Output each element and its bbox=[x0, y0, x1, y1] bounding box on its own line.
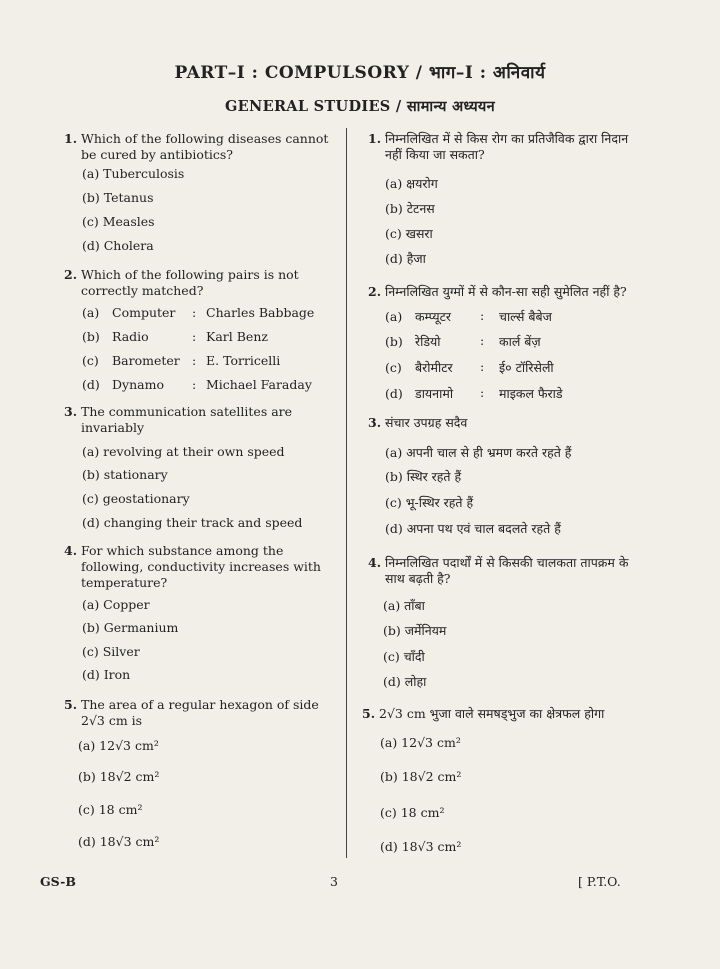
option: (c) 18 cm² bbox=[78, 802, 143, 817]
booklet-code: GS-B bbox=[40, 874, 76, 889]
option: (c) बैरोमीटर : ई० टॉरिसेली bbox=[385, 359, 554, 375]
option: (b) 18√2 cm² bbox=[78, 769, 160, 784]
question-number: 3. bbox=[64, 404, 78, 419]
page-number: 3 bbox=[330, 874, 338, 889]
option: (a) Tuberculosis bbox=[82, 166, 185, 181]
question-stem: Which of the following pairs is not correctly matched? bbox=[81, 267, 299, 298]
option: (b) Germanium bbox=[82, 620, 179, 635]
question-stem: Which of the following diseases cannot be cured by antibiotics? bbox=[81, 131, 329, 162]
question-3-en bbox=[64, 404, 336, 436]
option: (c) geostationary bbox=[82, 491, 190, 506]
question-1-hi bbox=[368, 131, 643, 163]
option: (d) Dynamo : Michael Faraday bbox=[82, 377, 312, 392]
option: (c) चाँदी bbox=[383, 649, 425, 664]
option: (a) Computer : Charles Babbage bbox=[82, 305, 315, 320]
option: (c) Barometer : E. Torricelli bbox=[82, 353, 281, 368]
question-stem: निम्नलिखित युग्मों में से कौन-सा सही सुमेलित नहीं है? bbox=[385, 284, 627, 299]
question-2-en bbox=[64, 267, 336, 299]
question-stem: For which substance among the following, conductivity increases with temperature? bbox=[81, 543, 321, 590]
question-4-en bbox=[64, 543, 336, 591]
page-title: PART–I : COMPULSORY / भाग–I : अनिवार्य bbox=[174, 63, 546, 83]
question-number: 5. bbox=[64, 697, 78, 712]
option: (a) क्षयरोग bbox=[385, 176, 438, 191]
question-number: 1. bbox=[368, 131, 382, 146]
option: (b) stationary bbox=[82, 467, 168, 482]
question-stem: निम्नलिखित में से किस रोग का प्रतिजैविक द्वारा निदान नहीं किया जा सकता? bbox=[385, 131, 629, 162]
question-5-hi bbox=[362, 706, 647, 722]
option: (d) हैजा bbox=[385, 251, 426, 266]
option: (a) 12√3 cm² bbox=[380, 735, 461, 750]
question-4-hi bbox=[368, 555, 640, 587]
question-1-en bbox=[64, 131, 336, 163]
option: (d) लोहा bbox=[383, 674, 427, 689]
option: (a) 12√3 cm² bbox=[78, 738, 159, 753]
option: (d) 18√3 cm² bbox=[380, 839, 462, 854]
option: (b) टेटनस bbox=[385, 201, 435, 216]
question-number: 1. bbox=[64, 131, 78, 146]
option: (a) कम्प्यूटर : चार्ल्स बैबेज bbox=[385, 308, 552, 324]
option: (d) डायनामो : माइकल फैराडे bbox=[385, 385, 563, 401]
question-number: 3. bbox=[368, 415, 382, 430]
option: (d) Cholera bbox=[82, 238, 154, 253]
question-stem: The area of a regular hexagon of side 2√3 cm is bbox=[81, 697, 319, 728]
option: (c) 18 cm² bbox=[380, 805, 445, 820]
option: (b) Tetanus bbox=[82, 190, 154, 205]
option: (a) revolving at their own speed bbox=[82, 444, 285, 459]
option: (b) जर्मेनियम bbox=[383, 623, 447, 638]
option: (d) 18√3 cm² bbox=[78, 834, 160, 849]
option: (b) स्थिर रहते हैं bbox=[385, 469, 462, 484]
question-stem: संचार उपग्रह सदैव bbox=[385, 415, 468, 430]
column-divider bbox=[346, 128, 347, 858]
option: (b) Radio : Karl Benz bbox=[82, 329, 268, 344]
option: (c) भू-स्थिर रहते हैं bbox=[385, 495, 474, 510]
option: (c) Measles bbox=[82, 214, 155, 229]
option: (b) 18√2 cm² bbox=[380, 769, 462, 784]
question-stem: The communication satellites are invariably bbox=[81, 404, 293, 435]
question-number: 4. bbox=[368, 555, 382, 570]
question-number: 5. bbox=[362, 706, 376, 721]
question-5-en bbox=[64, 697, 336, 729]
question-3-hi bbox=[368, 415, 643, 431]
option: (b) रेडियो : कार्ल बेंज़ bbox=[385, 333, 541, 349]
option: (d) Iron bbox=[82, 667, 131, 682]
option: (d) अपना पथ एवं चाल बदलते रहते हैं bbox=[385, 521, 561, 536]
option: (c) खसरा bbox=[385, 226, 433, 241]
pto-note: [ P.T.O. bbox=[578, 874, 621, 889]
option: (c) Silver bbox=[82, 644, 140, 659]
option: (a) ताँबा bbox=[383, 598, 425, 613]
question-number: 2. bbox=[64, 267, 78, 282]
question-number: 4. bbox=[64, 543, 78, 558]
question-number: 2. bbox=[368, 284, 382, 299]
question-2-hi bbox=[368, 284, 648, 300]
option: (d) changing their track and speed bbox=[82, 515, 303, 530]
option: (a) अपनी चाल से ही भ्रमण करते रहते हैं bbox=[385, 445, 572, 460]
question-stem: निम्नलिखित पदार्थों में से किसकी चालकता तापक्रम के साथ बढ़ती है? bbox=[385, 555, 629, 586]
question-stem: 2√3 cm भुजा वाले समषड्भुज का क्षेत्रफल होगा bbox=[379, 706, 605, 721]
option: (a) Copper bbox=[82, 597, 150, 612]
section-title: GENERAL STUDIES / सामान्य अध्ययन bbox=[225, 98, 495, 115]
